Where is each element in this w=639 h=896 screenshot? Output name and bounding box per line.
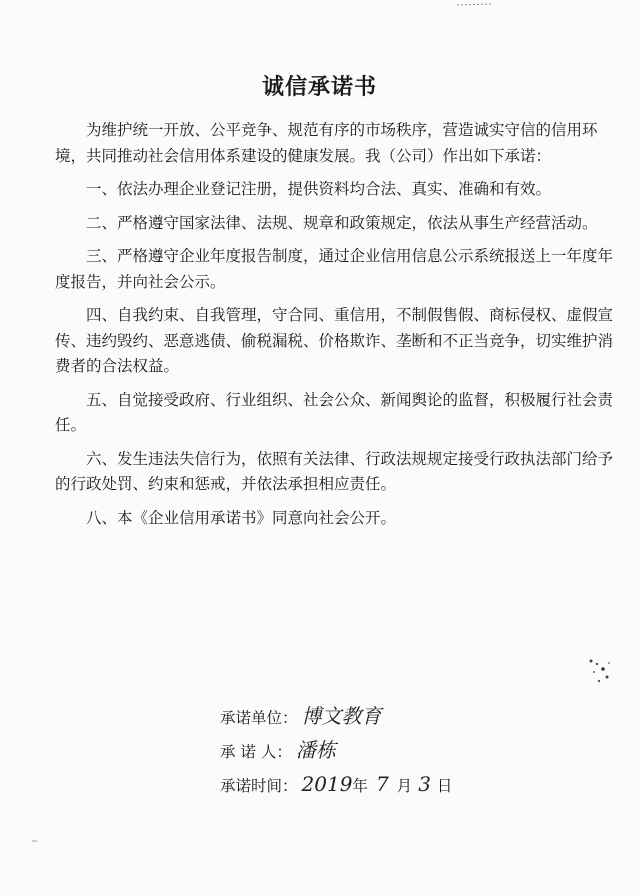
- commitment-item-5: 五、自觉接受政府、行业组织、社会公众、新闻舆论的监督，积极履行社会责任。: [55, 390, 614, 434]
- commitment-item-2: 二、严格遵守国家法律、法规、规章和政策规定，依法从事生产经营活动。: [86, 213, 598, 232]
- signature-unit-row: [220, 704, 382, 730]
- scan-dot-mark: [30, 838, 40, 844]
- scan-speckle-mark: [585, 655, 615, 687]
- date-year-handwriting: 2019: [301, 772, 353, 796]
- commitment-item-3: 三、严格遵守企业年度报告制度，通过企业信用信息公示系统报送上一年度年度报告，并向社会公示。: [55, 247, 614, 291]
- signature-person-handwriting: 潘栋: [295, 738, 336, 762]
- signature-person-label: 承 诺 人：: [220, 743, 292, 761]
- date-month-suffix: 月: [396, 777, 413, 795]
- scan-edge-mark: [455, 2, 495, 8]
- document-title: 诚信承诺书: [261, 75, 377, 100]
- signature-unit-handwriting: 博文教育: [301, 704, 382, 728]
- signature-unit-label: 承诺单位：: [220, 709, 298, 727]
- commitment-item-1: 一、依法办理企业登记注册，提供资料均合法、真实、准确和有效。: [86, 180, 552, 198]
- commitment-item-6: 六、发生违法失信行为，依照有关法律、行政法规规定接受行政执法部门给予的行政处罚、约束和惩戒，并依法承担相应责任。: [55, 449, 614, 493]
- date-day-handwriting: 3: [418, 772, 431, 796]
- signature-date-row: [220, 772, 452, 798]
- signature-person-row: [220, 738, 336, 764]
- commitment-item-8: 八、本《企业信用承诺书》同意向社会公开。: [86, 508, 397, 527]
- intro-paragraph: 为维护统一开放、公平竞争、规范有序的市场秩序，营造诚实守信的信用环境，共同推动社会信用体系建设的健康发展。我（公司）作出如下承诺：: [55, 121, 598, 165]
- date-year-suffix: 年: [352, 777, 368, 795]
- signature-date-label: 承诺时间：: [220, 777, 298, 795]
- commitment-item-4: 四、自我约束、自我管理，守合同、重信用，不制假售假、商标侵权、虚假宣传、违约毁约、恶意逃债、偷税漏税、价格欺诈、垄断和不正当竞争，切实维护消费者的合法权益。: [55, 306, 614, 375]
- document-body: [55, 118, 615, 531]
- date-day-suffix: 日: [436, 777, 453, 795]
- date-month-handwriting: 7: [375, 772, 389, 796]
